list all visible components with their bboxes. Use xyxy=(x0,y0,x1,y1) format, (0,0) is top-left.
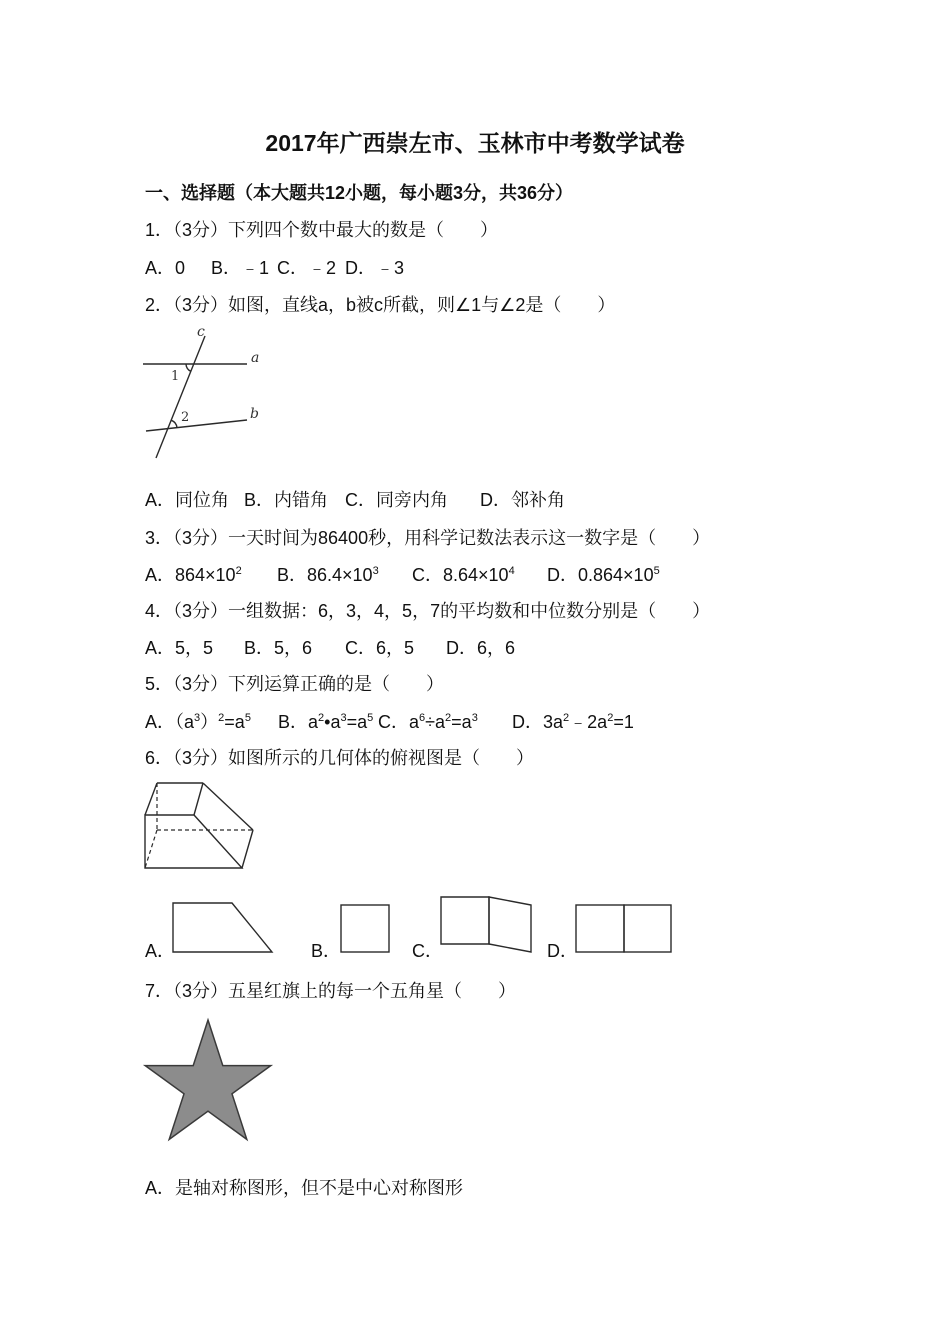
option-text: D．0.864×10 xyxy=(547,565,654,585)
question-3-stem: 3．（3分）一天时间为86400秒，用科学记数法表示这一数字是（ ） xyxy=(145,528,711,548)
question-5-stem: 5．（3分）下列运算正确的是（ ） xyxy=(145,674,445,694)
question-6-option-a-figure xyxy=(168,898,278,958)
question-1-option-a: A．0 xyxy=(145,258,186,278)
question-1-option-b: B．﹣1 xyxy=(211,258,270,278)
option-text: ） xyxy=(200,712,219,732)
question-2-option-a: A．同位角 xyxy=(145,490,230,510)
option-text: =1 xyxy=(613,712,634,732)
trapezoid-shape xyxy=(173,903,272,952)
option-text: B．86.4×10 xyxy=(277,565,373,585)
question-6-option-c-figure xyxy=(436,892,536,957)
square-shape xyxy=(341,905,389,952)
option-text: ÷a xyxy=(425,712,446,732)
section-heading: 一、选择题（本大题共12小题，每小题3分，共36分） xyxy=(145,183,574,203)
option-text: =a xyxy=(346,712,368,732)
line-c-label: c xyxy=(197,324,205,340)
option-text: B．a xyxy=(278,712,319,732)
exponent: 2 xyxy=(445,712,452,724)
option-text: A．864×10 xyxy=(145,565,236,585)
question-4-option-d: D．6，6 xyxy=(446,638,516,658)
line-b xyxy=(146,420,247,431)
question-6-option-b-figure xyxy=(336,900,394,957)
question-4-option-b: B．5，6 xyxy=(244,638,313,658)
question-7-stem: 7．（3分）五星红旗上的每一个五角星（ ） xyxy=(145,981,517,1001)
exponent: 2 xyxy=(563,712,570,724)
question-2-option-d: D．邻补角 xyxy=(480,490,565,510)
angle-1-label: 1 xyxy=(171,369,180,384)
parallelogram-shape xyxy=(489,897,531,952)
question-6-option-c-label: C． xyxy=(412,941,443,961)
question-2-stem: 2．（3分）如图，直线a，b被c所截，则∠1与∠2是（ ） xyxy=(145,295,616,315)
option-text: =a xyxy=(451,712,472,732)
exponent: 2 xyxy=(318,712,325,724)
exponent: 3 xyxy=(372,565,379,577)
question-6-option-b-label: B． xyxy=(311,941,342,961)
question-6-stem: 6．（3分）如图所示的几何体的俯视图是（ ） xyxy=(145,748,535,768)
option-text: ﹣2a xyxy=(569,712,608,732)
right-square-shape xyxy=(624,905,671,952)
exponent: 6 xyxy=(419,712,426,724)
question-3-option-b xyxy=(277,563,379,587)
back-slant-edge xyxy=(203,783,253,830)
question-1-option-c: C．﹣2 xyxy=(277,258,337,278)
question-4-option-c: C．6，5 xyxy=(345,638,415,658)
square-shape xyxy=(441,897,489,944)
question-6-solid-figure xyxy=(138,776,260,874)
exponent: 2 xyxy=(235,565,242,577)
question-5-option-b xyxy=(278,710,373,734)
front-face xyxy=(145,815,242,868)
question-5-option-c xyxy=(378,710,478,734)
exponent: 5 xyxy=(367,712,374,724)
question-5-option-d xyxy=(512,710,634,734)
question-6-option-d-figure xyxy=(571,900,677,957)
question-3-option-a xyxy=(145,563,242,587)
exponent: 5 xyxy=(653,565,660,577)
option-text: =a xyxy=(224,712,245,732)
question-2-option-c: C．同旁内角 xyxy=(345,490,448,510)
option-text: •a xyxy=(324,712,341,732)
left-top-edge xyxy=(145,783,157,815)
angle-2-label: 2 xyxy=(181,410,190,425)
question-4-stem: 4．（3分）一组数据：6，3，4，5，7的平均数和中位数分别是（ ） xyxy=(145,601,711,621)
line-c xyxy=(156,336,205,458)
question-4-option-a: A．5，5 xyxy=(145,638,214,658)
exponent: 3 xyxy=(194,712,201,724)
right-bottom-edge xyxy=(242,830,253,868)
question-2-option-b: B．内错角 xyxy=(244,490,329,510)
line-a-label: a xyxy=(251,350,260,366)
question-3-option-c xyxy=(412,563,515,587)
middle-top-edge xyxy=(194,783,203,815)
option-text: D．3a xyxy=(512,712,564,732)
question-3-option-d xyxy=(547,563,660,587)
line-b-label: b xyxy=(250,406,259,422)
exponent: 3 xyxy=(471,712,478,724)
option-text: C．8.64×10 xyxy=(412,565,509,585)
question-5-option-a xyxy=(145,710,251,734)
angle-1-arc xyxy=(186,364,191,371)
exponent: 4 xyxy=(508,565,515,577)
option-text: A．（a xyxy=(145,712,195,732)
angle-2-arc xyxy=(171,420,177,427)
exponent: 5 xyxy=(244,712,251,724)
question-2-figure xyxy=(136,318,270,464)
left-square-shape xyxy=(576,905,624,952)
question-7-star-figure xyxy=(140,1014,278,1146)
exponent: 3 xyxy=(340,712,347,724)
question-1-option-d: D．﹣3 xyxy=(345,258,405,278)
exponent: 2 xyxy=(218,712,225,724)
question-1-stem: 1．（3分）下列四个数中最大的数是（ ） xyxy=(145,220,499,240)
exponent: 2 xyxy=(607,712,614,724)
question-6-option-d-label: D． xyxy=(547,941,578,961)
question-6-option-a-label: A． xyxy=(145,941,176,961)
hidden-left-bottom-edge xyxy=(145,830,157,868)
question-7-option-a: A．是轴对称图形，但不是中心对称图形 xyxy=(145,1178,464,1198)
page-title: 2017年广西崇左市、玉林市中考数学试卷 xyxy=(265,130,685,156)
option-text: C．a xyxy=(378,712,420,732)
